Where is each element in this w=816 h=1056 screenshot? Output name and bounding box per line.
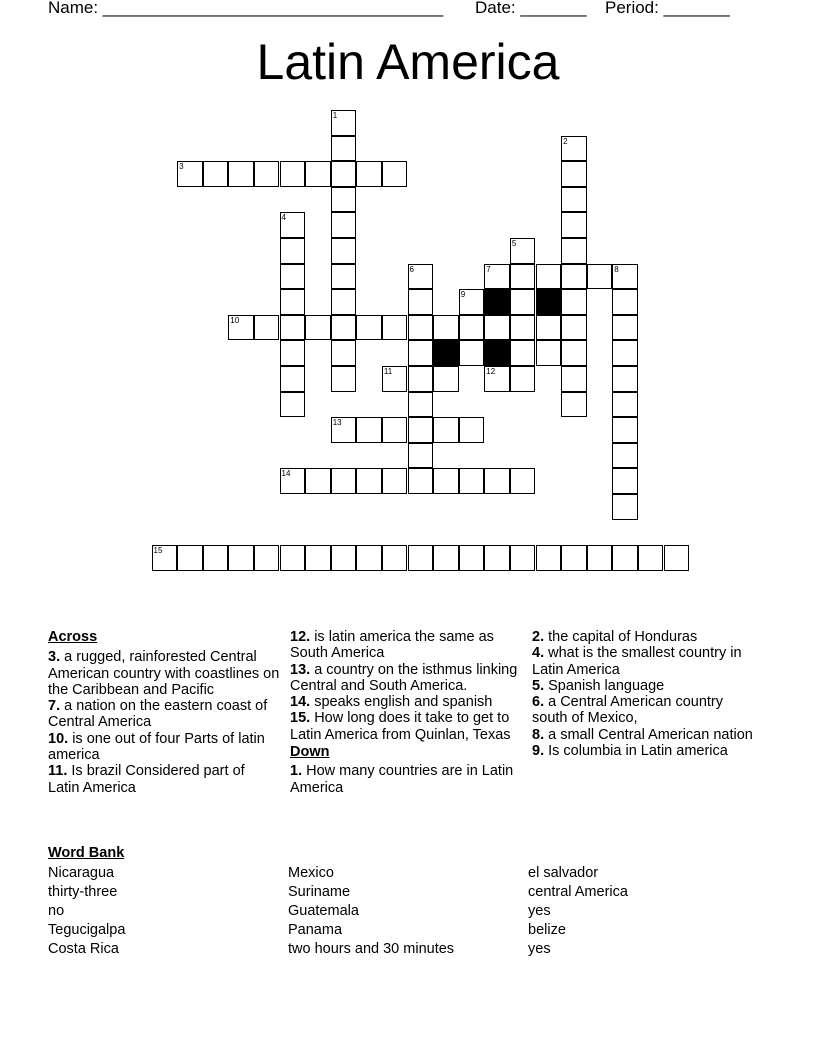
word-bank-col3 — [528, 864, 628, 959]
grid-cell[interactable] — [536, 315, 562, 341]
grid-cell[interactable] — [536, 264, 562, 290]
grid-cell[interactable] — [254, 545, 280, 571]
grid-cell[interactable] — [561, 545, 587, 571]
grid-cell[interactable] — [382, 366, 408, 392]
clue-number-14: 14 — [281, 469, 291, 479]
grid-cell[interactable] — [510, 238, 536, 264]
grid-cell[interactable] — [280, 340, 306, 366]
word-bank-item: thirty-three — [48, 884, 118, 900]
grid-cell[interactable] — [510, 289, 536, 315]
grid-cell[interactable] — [280, 366, 306, 392]
grid-cell[interactable] — [484, 545, 510, 571]
grid-cell[interactable] — [408, 443, 434, 469]
grid-cell[interactable] — [408, 545, 434, 571]
word-bank-item: Suriname — [288, 884, 351, 900]
grid-cell[interactable] — [331, 264, 357, 290]
grid-cell[interactable] — [459, 315, 485, 341]
down-clues-col3 — [532, 629, 762, 759]
grid-cell[interactable] — [305, 161, 331, 187]
grid-cell[interactable] — [561, 212, 587, 238]
across-clues-col1 — [48, 629, 280, 796]
word-bank-item: Guatemala — [288, 903, 359, 919]
grid-cell[interactable] — [612, 468, 638, 494]
grid-cell[interactable] — [510, 366, 536, 392]
clue-down-5: 5. Spanish language — [532, 677, 665, 694]
grid-cell[interactable] — [382, 417, 408, 443]
grid-cell[interactable] — [203, 545, 229, 571]
grid-cell[interactable] — [331, 315, 357, 341]
grid-cell[interactable] — [331, 187, 357, 213]
word-bank-item: Tegucigalpa — [48, 922, 126, 938]
grid-cell[interactable] — [561, 392, 587, 418]
grid-cell[interactable] — [356, 468, 382, 494]
grid-cell[interactable] — [587, 264, 613, 290]
grid-cell[interactable] — [331, 238, 357, 264]
grid-cell[interactable] — [561, 161, 587, 187]
clue-number-7: 7 — [486, 264, 491, 274]
grid-cell[interactable] — [408, 264, 434, 290]
grid-cell[interactable] — [561, 264, 587, 290]
grid-cell-black — [433, 340, 459, 366]
grid-cell[interactable] — [638, 545, 664, 571]
grid-cell[interactable] — [433, 366, 459, 392]
clue-number-3: 3 — [179, 162, 184, 172]
grid-cell[interactable] — [408, 468, 434, 494]
grid-cell[interactable] — [433, 417, 459, 443]
grid-cell[interactable] — [408, 392, 434, 418]
clue-number-11: 11 — [383, 367, 393, 376]
grid-cell[interactable] — [331, 212, 357, 238]
word-bank-heading: Word Bank — [48, 845, 125, 861]
clue-down-4: 4. what is the smallest country in Latin America — [532, 645, 742, 678]
grid-cell[interactable] — [536, 340, 562, 366]
word-bank-item: no — [48, 903, 65, 919]
clue-across-10: 10. is one out of four Parts of latin america — [48, 730, 265, 764]
grid-cell[interactable] — [408, 315, 434, 341]
grid-cell-black — [484, 289, 510, 315]
grid-cell[interactable] — [408, 289, 434, 315]
grid-cell[interactable] — [612, 289, 638, 315]
grid-cell[interactable] — [254, 315, 280, 341]
clue-number-13: 13 — [332, 418, 342, 428]
grid-cell[interactable] — [331, 340, 357, 366]
grid-cell[interactable] — [612, 315, 638, 341]
grid-cell[interactable] — [536, 545, 562, 571]
grid-cell[interactable] — [612, 545, 638, 571]
word-bank-item: Nicaragua — [48, 865, 115, 881]
clue-down-2: 2. the capital of Honduras — [532, 629, 698, 645]
grid-cell[interactable] — [612, 366, 638, 392]
grid-cell[interactable] — [177, 545, 203, 571]
grid-cell[interactable] — [587, 545, 613, 571]
clue-across-3: 3. a rugged, rainforested Central American country with coastlines on the Caribbean and Pacific — [48, 649, 280, 698]
word-bank-item: two hours and 30 minutes — [288, 941, 455, 957]
word-bank-item: Panama — [288, 922, 343, 938]
grid-cell[interactable] — [382, 161, 408, 187]
grid-cell[interactable] — [177, 161, 203, 187]
grid-cell[interactable] — [280, 238, 306, 264]
grid-cell[interactable] — [331, 161, 357, 187]
grid-cell[interactable] — [305, 545, 331, 571]
date-field-label[interactable]: Date: _______ — [475, 0, 587, 17]
word-bank-item: yes — [528, 941, 551, 957]
clue-across-13: 13. a country on the isthmus linking Central and South America. — [290, 661, 518, 694]
clue-down-8: 8. a small Central American nation — [532, 726, 753, 743]
word-bank-col1 — [48, 864, 125, 959]
grid-cell[interactable] — [433, 315, 459, 341]
page-title: Latin America — [256, 34, 560, 90]
clue-across-15: 15. How long does it take to get to Latin America from Quinlan, Texas — [290, 710, 511, 743]
clue-number-10: 10 — [230, 315, 240, 325]
grid-cell[interactable] — [280, 315, 306, 341]
clue-number-6: 6 — [409, 264, 414, 274]
grid-cell[interactable] — [331, 417, 357, 443]
grid-cell[interactable] — [228, 315, 254, 341]
grid-cell[interactable] — [356, 315, 382, 341]
period-field-label[interactable]: Period: _______ — [605, 0, 730, 17]
across-heading: Across — [48, 629, 98, 645]
clues-col2 — [290, 629, 518, 796]
grid-cell[interactable] — [408, 417, 434, 443]
grid-cell[interactable] — [280, 392, 306, 418]
grid-cell[interactable] — [280, 264, 306, 290]
clue-down-6: 6. a Central American country south of Mexico, — [532, 694, 724, 727]
clue-across-12: 12. is latin america the same as South America — [290, 629, 494, 662]
grid-cell[interactable] — [305, 468, 331, 494]
grid-cell[interactable] — [561, 289, 587, 315]
grid-cell-black — [484, 340, 510, 366]
grid-cell[interactable] — [331, 136, 357, 162]
clue-across-11: 11. Is brazil Considered part of Latin America — [48, 763, 245, 796]
grid-cell-black — [536, 289, 562, 315]
grid-cell[interactable] — [152, 545, 178, 571]
grid-cell[interactable] — [408, 340, 434, 366]
clue-number-2: 2 — [563, 136, 568, 146]
clue-number-15: 15 — [153, 546, 163, 556]
grid-cell[interactable] — [561, 187, 587, 213]
grid-cell[interactable] — [459, 340, 485, 366]
clue-across-7: 7. a nation on the eastern coast of Central America — [48, 698, 268, 731]
grid-cell[interactable] — [305, 315, 331, 341]
grid-cell[interactable] — [280, 161, 306, 187]
word-bank-item: yes — [528, 903, 551, 919]
grid-cell[interactable] — [356, 545, 382, 571]
grid-cell[interactable] — [612, 417, 638, 443]
grid-cell[interactable] — [459, 289, 485, 315]
grid-cell[interactable] — [382, 315, 408, 341]
grid-cell[interactable] — [561, 136, 587, 162]
clue-number-5: 5 — [511, 239, 517, 248]
word-bank-item: Costa Rica — [48, 941, 119, 957]
word-bank-item: central America — [528, 884, 628, 900]
grid-cell[interactable] — [356, 161, 382, 187]
grid-cell[interactable] — [331, 110, 357, 136]
grid-cell[interactable] — [331, 366, 357, 392]
grid-cell[interactable] — [612, 340, 638, 366]
grid-cell[interactable] — [280, 468, 306, 494]
grid-cell[interactable] — [612, 392, 638, 418]
word-bank-item: Mexico — [288, 865, 334, 881]
clue-number-12: 12 — [486, 367, 496, 376]
grid-cell[interactable] — [280, 289, 306, 315]
grid-cell[interactable] — [331, 468, 357, 494]
grid-cell[interactable] — [228, 161, 254, 187]
grid-cell[interactable] — [280, 212, 306, 238]
down-heading: Down — [290, 744, 330, 761]
clue-down-1: 1. How many countries are in Latin America — [290, 763, 514, 796]
clue-across-14: 14. speaks english and spanish — [290, 694, 493, 711]
grid-cell[interactable] — [484, 366, 510, 392]
clue-number-4: 4 — [281, 213, 286, 223]
grid-cell[interactable] — [612, 443, 638, 469]
grid-cell[interactable] — [484, 468, 510, 494]
clue-number-9: 9 — [460, 290, 466, 300]
grid-cell[interactable] — [331, 545, 357, 571]
grid-cell[interactable] — [459, 468, 485, 494]
grid-cell[interactable] — [510, 545, 536, 571]
grid-cell[interactable] — [459, 545, 485, 571]
grid-cell[interactable] — [561, 238, 587, 264]
grid-cell[interactable] — [484, 264, 510, 290]
clue-number-8: 8 — [614, 264, 619, 274]
grid-cell[interactable] — [484, 315, 510, 341]
clue-number-1: 1 — [332, 111, 338, 120]
grid-cell[interactable] — [510, 340, 536, 366]
grid-cell[interactable] — [664, 545, 690, 571]
grid-cell[interactable] — [280, 545, 306, 571]
grid-cell[interactable] — [331, 289, 357, 315]
grid-cell[interactable] — [561, 340, 587, 366]
grid-cell[interactable] — [561, 366, 587, 392]
grid-cell[interactable] — [561, 315, 587, 341]
grid-cell[interactable] — [459, 417, 485, 443]
word-bank-item: el salvador — [528, 865, 599, 881]
grid-cell[interactable] — [510, 264, 536, 290]
grid-cell[interactable] — [510, 315, 536, 341]
name-field-label[interactable]: Name: ____________________________________ — [48, 0, 444, 17]
grid-cell[interactable] — [433, 468, 459, 494]
word-bank-col2 — [288, 864, 454, 959]
grid-cell[interactable] — [612, 494, 638, 520]
grid-cell[interactable] — [382, 545, 408, 571]
word-bank-item: belize — [528, 922, 566, 938]
grid-cell[interactable] — [382, 468, 408, 494]
grid-cell[interactable] — [510, 468, 536, 494]
grid-cell[interactable] — [228, 545, 254, 571]
clue-down-9: 9. Is columbia in Latin america — [532, 743, 728, 760]
grid-cell[interactable] — [203, 161, 229, 187]
grid-cell[interactable] — [433, 545, 459, 571]
grid-cell[interactable] — [254, 161, 280, 187]
grid-cell[interactable] — [408, 366, 434, 392]
grid-cell[interactable] — [356, 417, 382, 443]
grid-cell[interactable] — [612, 264, 638, 290]
